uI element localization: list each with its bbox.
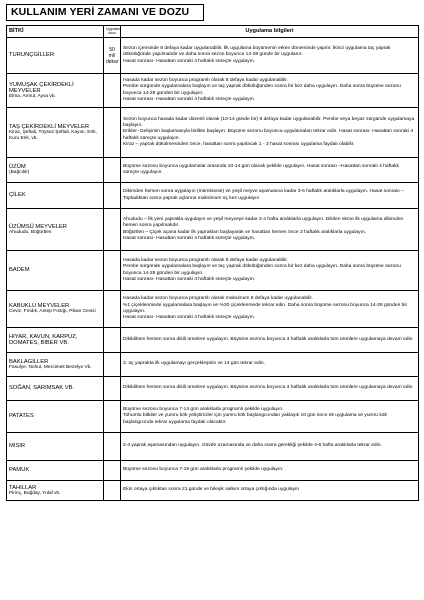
plant-cell <box>7 481 104 501</box>
plant-examples: (Bağcılık) <box>9 170 30 176</box>
plant-name: YUMUŞAK ÇEKİRDEKLİ MEYVELER <box>9 81 74 94</box>
table-row <box>7 401 419 433</box>
info-paragraph: Ekin ortaya çıktıktan sonra 21.günde ve bileşik salkım ortaya çıktığında uygulayın <box>123 487 300 493</box>
plant-name: BADEM <box>9 267 30 274</box>
info-cell <box>121 328 419 353</box>
table-header-row <box>7 26 419 38</box>
dose-cell <box>104 433 121 461</box>
table-row <box>7 74 419 108</box>
plant-name: ÇİLEK <box>9 192 26 199</box>
table-row <box>7 183 419 209</box>
header-plant: BİTKİ <box>7 26 104 38</box>
info-cell <box>121 353 419 377</box>
info-paragraph: 2-4 yaprak aşamasından uygulayın. Gövde uzamasında ve daha sonra gerekliği şekilde 4-6 hafta aralıklarla tekrar edin. <box>123 443 382 449</box>
table-row <box>7 328 419 353</box>
info-paragraph: Büyüme sezonu boyunca 7-18 gün aralıklarla programlı şekilde uygulayın. <box>123 467 284 473</box>
plant-examples: Fasulye, Nohut, Mercimek Bezelye Vb. <box>9 364 92 370</box>
dose-cell <box>104 108 121 158</box>
plant-cell <box>7 251 104 291</box>
plant-cell <box>7 377 104 401</box>
plant-cell <box>7 328 104 353</box>
dose-cell: 50 ml/ dekar <box>104 38 121 74</box>
plant-name: TURUNÇGİLLER <box>9 52 55 59</box>
info-cell <box>121 481 419 501</box>
table-row <box>7 158 419 183</box>
info-paragraph: Dikildikten hemen sonra dikili ürünlere uygulayın. Büyüme sezonu boyunca 3 haftalık aralıklarla tüm ürünlere uygulamaya devam edin. <box>123 385 414 391</box>
document-title-box <box>6 4 204 21</box>
info-cell <box>121 251 419 291</box>
document-title: KULLANIM YERİ ZAMANI VE DOZU <box>11 6 190 18</box>
dose-cell <box>104 461 121 481</box>
info-paragraph: Büyüme sezonu boyunca 7-14 gün aralıklarla programlı şekilde uygulayın. <box>123 407 284 413</box>
info-cell <box>121 38 419 74</box>
info-paragraph: Pembe sürgünde uygulamalara başlayın ve taç yaprak dökülüğünden sonra bir kez daha uygulayın. Daha sonra büyüme sezonu boyunca 14-28 günden bir uygulayın. <box>123 264 401 276</box>
dose-cell <box>104 328 121 353</box>
info-cell <box>121 401 419 433</box>
table-row <box>7 108 419 158</box>
info-paragraph: Ahududu – İlk yeni yaprakla uygulayın ve yeşil meyveye kadar 2-4 hafta aralıklarla uygulayın. Dikilen ekme ilk uygulama dikimden hemen sonra yapılmalıdır. <box>123 216 404 229</box>
plant-name: KABUKLU MEYVELER <box>9 303 70 310</box>
dose-cell <box>104 377 121 401</box>
plant-examples: Pirinç, Buğday, Yulaf vb. <box>9 490 61 496</box>
dose-cell <box>104 481 121 501</box>
dose-cell <box>104 291 121 328</box>
dose-cell <box>104 353 121 377</box>
info-paragraph: Erikler- Gelişimin başlamasıyla birlikte başlayın. Büyüme sezonu boyunca uygulamaları tekrar edin. Hasat sonrası- Hasattan sonraki 4 haftalık süreçte uygulayın. <box>123 129 414 141</box>
plant-cell <box>7 433 104 461</box>
plant-name: PAMUK <box>9 467 30 474</box>
plant-cell <box>7 74 104 108</box>
dose-cell <box>104 401 121 433</box>
plant-cell <box>7 158 104 183</box>
table-row <box>7 209 419 251</box>
plant-name: PATATES <box>9 413 34 420</box>
plant-name: TAHILLAR <box>9 484 37 491</box>
dose-cell <box>104 209 121 251</box>
plant-name: MISIR <box>9 443 26 450</box>
table-row <box>7 353 419 377</box>
table-row <box>7 38 419 74</box>
table-row <box>7 461 419 481</box>
plant-examples: Ceviz, Fındık, Antep Fıstığı, Pikan Cevizi <box>9 309 96 315</box>
plant-cell <box>7 401 104 433</box>
plant-name: ÜZÜM <box>9 164 26 171</box>
info-paragraph: Hasat sonrası- Hasattan sonraki 4 haftalık süreçte uygulayın. <box>123 58 256 64</box>
table-row <box>7 481 419 501</box>
info-cell <box>121 433 419 461</box>
info-paragraph: Dikildikten hemen sonra dikili ürünlere uygulayın. Büyüme sezonu boyunca 3 haftalık aralıklarla tüm ürünlere uygulamaya devam edin. <box>123 336 414 342</box>
info-cell <box>121 183 419 209</box>
table-row <box>7 377 419 401</box>
info-cell <box>121 209 419 251</box>
info-paragraph: Hasat sonrası- Hasattan sonraki 4 haftalık süreçte uygulayın. <box>123 315 256 321</box>
plant-cell <box>7 183 104 209</box>
table-row <box>7 291 419 328</box>
header-dose: Uygulama dozu <box>104 26 121 38</box>
plant-name: ÜZÜMSÜ MEYVELER <box>9 223 67 230</box>
info-paragraph: Hasat sonrası- Hasattan sonraki 4 haftalık süreçte uygulayın. <box>123 276 256 282</box>
info-paragraph: Tohumlu bitkiler ve yumru kök yetiştiriciler için yumru kök başlangıcından yaklaşık 10 gün önce ek uygulama ve yumru kök başlangıcında tekrar uygulama faydalı olacaktır. <box>123 413 387 425</box>
info-paragraph: %1 çiçeklenmede uygulamalara başlayın ve %30 çiçeklenmede tekrar edin. Daha sonra büyüme sezonu boyunca 14-28 günden bir uygulayın. <box>123 302 408 314</box>
info-paragraph: Sezon boyunca hasada kadar düzenli olarak (10-14 günde bir) 8 defaya kadar uygulanabilir. Pembe veya beyaz sürgünde uygulamaya başlayın. <box>123 116 415 129</box>
plant-name: HIYAR, KAVUN, KARPUZ, DOMATES, BİBER VB. <box>9 333 78 346</box>
dose-cell <box>104 158 121 183</box>
info-paragraph: Pembe sürgünde uygulamalara başlayın ve taç yaprak dökülüğünden sonra bir kez daha uygulayın. Daha sonra büyüme sezonu boyunca 14-28 günden bir uygulayın. <box>123 84 401 96</box>
dose-cell <box>104 74 121 108</box>
plant-examples: Elma, Armut, Ayva vb. <box>9 93 56 99</box>
info-cell <box>121 158 419 183</box>
info-paragraph: Kiraz – yaprak dökülmesinden önce, hasattan sonra yapılacak 1 - 3 hasat sonrası uygulama faydalı olabilir. <box>123 141 355 147</box>
info-paragraph: Böğürtlen – Çiçek açana kadar ilk yaprakları başlayarak ve hasattan hemen önce 3 haftalık aralıklarla uygulayın. <box>123 229 367 235</box>
info-paragraph: Hasada kadar sezon boyunca programlı olarak 8 defaya kadar uygulanabilir. <box>123 77 289 83</box>
plant-name: BAKLAGİLLER <box>9 358 49 365</box>
plant-cell <box>7 38 104 74</box>
plant-cell <box>7 209 104 251</box>
info-paragraph: Hasat sonrası- Hasattan sonraki 4 haftalık süreçte uygulayın. <box>123 96 256 102</box>
info-cell <box>121 291 419 328</box>
info-cell <box>121 461 419 481</box>
info-cell <box>121 377 419 401</box>
info-paragraph: Sezon içerisinde 8 defaya kadar uygulanabilir. İlk uygulama büyümenin erken döneminde yapılır. İkinci uygulama taç yaprak dökülüğünde yapılmalıdır ve daha sonra sezon boyunca 14-28 günde bir uygulanır. <box>123 46 391 58</box>
info-paragraph: 3. üç yaprakta ilk uygulamayı gerçekleştirin ve 14 gün tekrar edin. <box>123 361 265 367</box>
table-row <box>7 251 419 291</box>
info-paragraph: Hasada kadar sezon boyunca programlı olarak 8 defaya kadar uygulanabilir. <box>123 257 289 263</box>
plant-name: TAŞ ÇEKİRDEKLİ MEYVELER <box>9 123 90 130</box>
plant-cell <box>7 461 104 481</box>
plant-cell <box>7 291 104 328</box>
info-paragraph: Büyüme sezonu boyunca uygulamalar arasında 10-14 gün olacak şekilde uygulayın. Hasat sonrası –Hasattan sonraki 4 haftalık süreçte uygulayın. <box>123 163 399 175</box>
info-cell <box>121 74 419 108</box>
dose-cell <box>104 183 121 209</box>
table-row <box>7 433 419 461</box>
header-info: Uygulama bilgileri <box>121 26 419 38</box>
dose-cell <box>104 251 121 291</box>
info-paragraph: Dikimden hemen sonra uygulayın (mümkünse) ve yeşil meyve aşamasına kadar 3-6 haftalık aralıklarla uygulayın. Hasat sonrası – Topladıktan sonra yaprak açlarına maksimum üç kez uygulayın <box>123 189 404 201</box>
info-cell <box>121 108 419 158</box>
info-paragraph: Hasada kadar sezon boyunca programlı olarak maksimum 8 defaya kadar uygulanabilir. <box>123 296 314 302</box>
plant-name: SOĞAN, SARIMSAK VB. <box>9 385 75 392</box>
usage-table <box>6 25 419 501</box>
plant-cell <box>7 108 104 158</box>
plant-examples: Ahududu, Böğürtlen <box>9 229 52 235</box>
info-paragraph: Hasat sonrası- Hasattan sonraki 4 haftalık süreçte uygulayın. <box>123 235 256 241</box>
plant-examples: Kiraz, Şeftali, Tüysüz Şeftali, Kayısı, Erik, Kuru Erik, vb. <box>9 130 97 141</box>
plant-cell <box>7 353 104 377</box>
